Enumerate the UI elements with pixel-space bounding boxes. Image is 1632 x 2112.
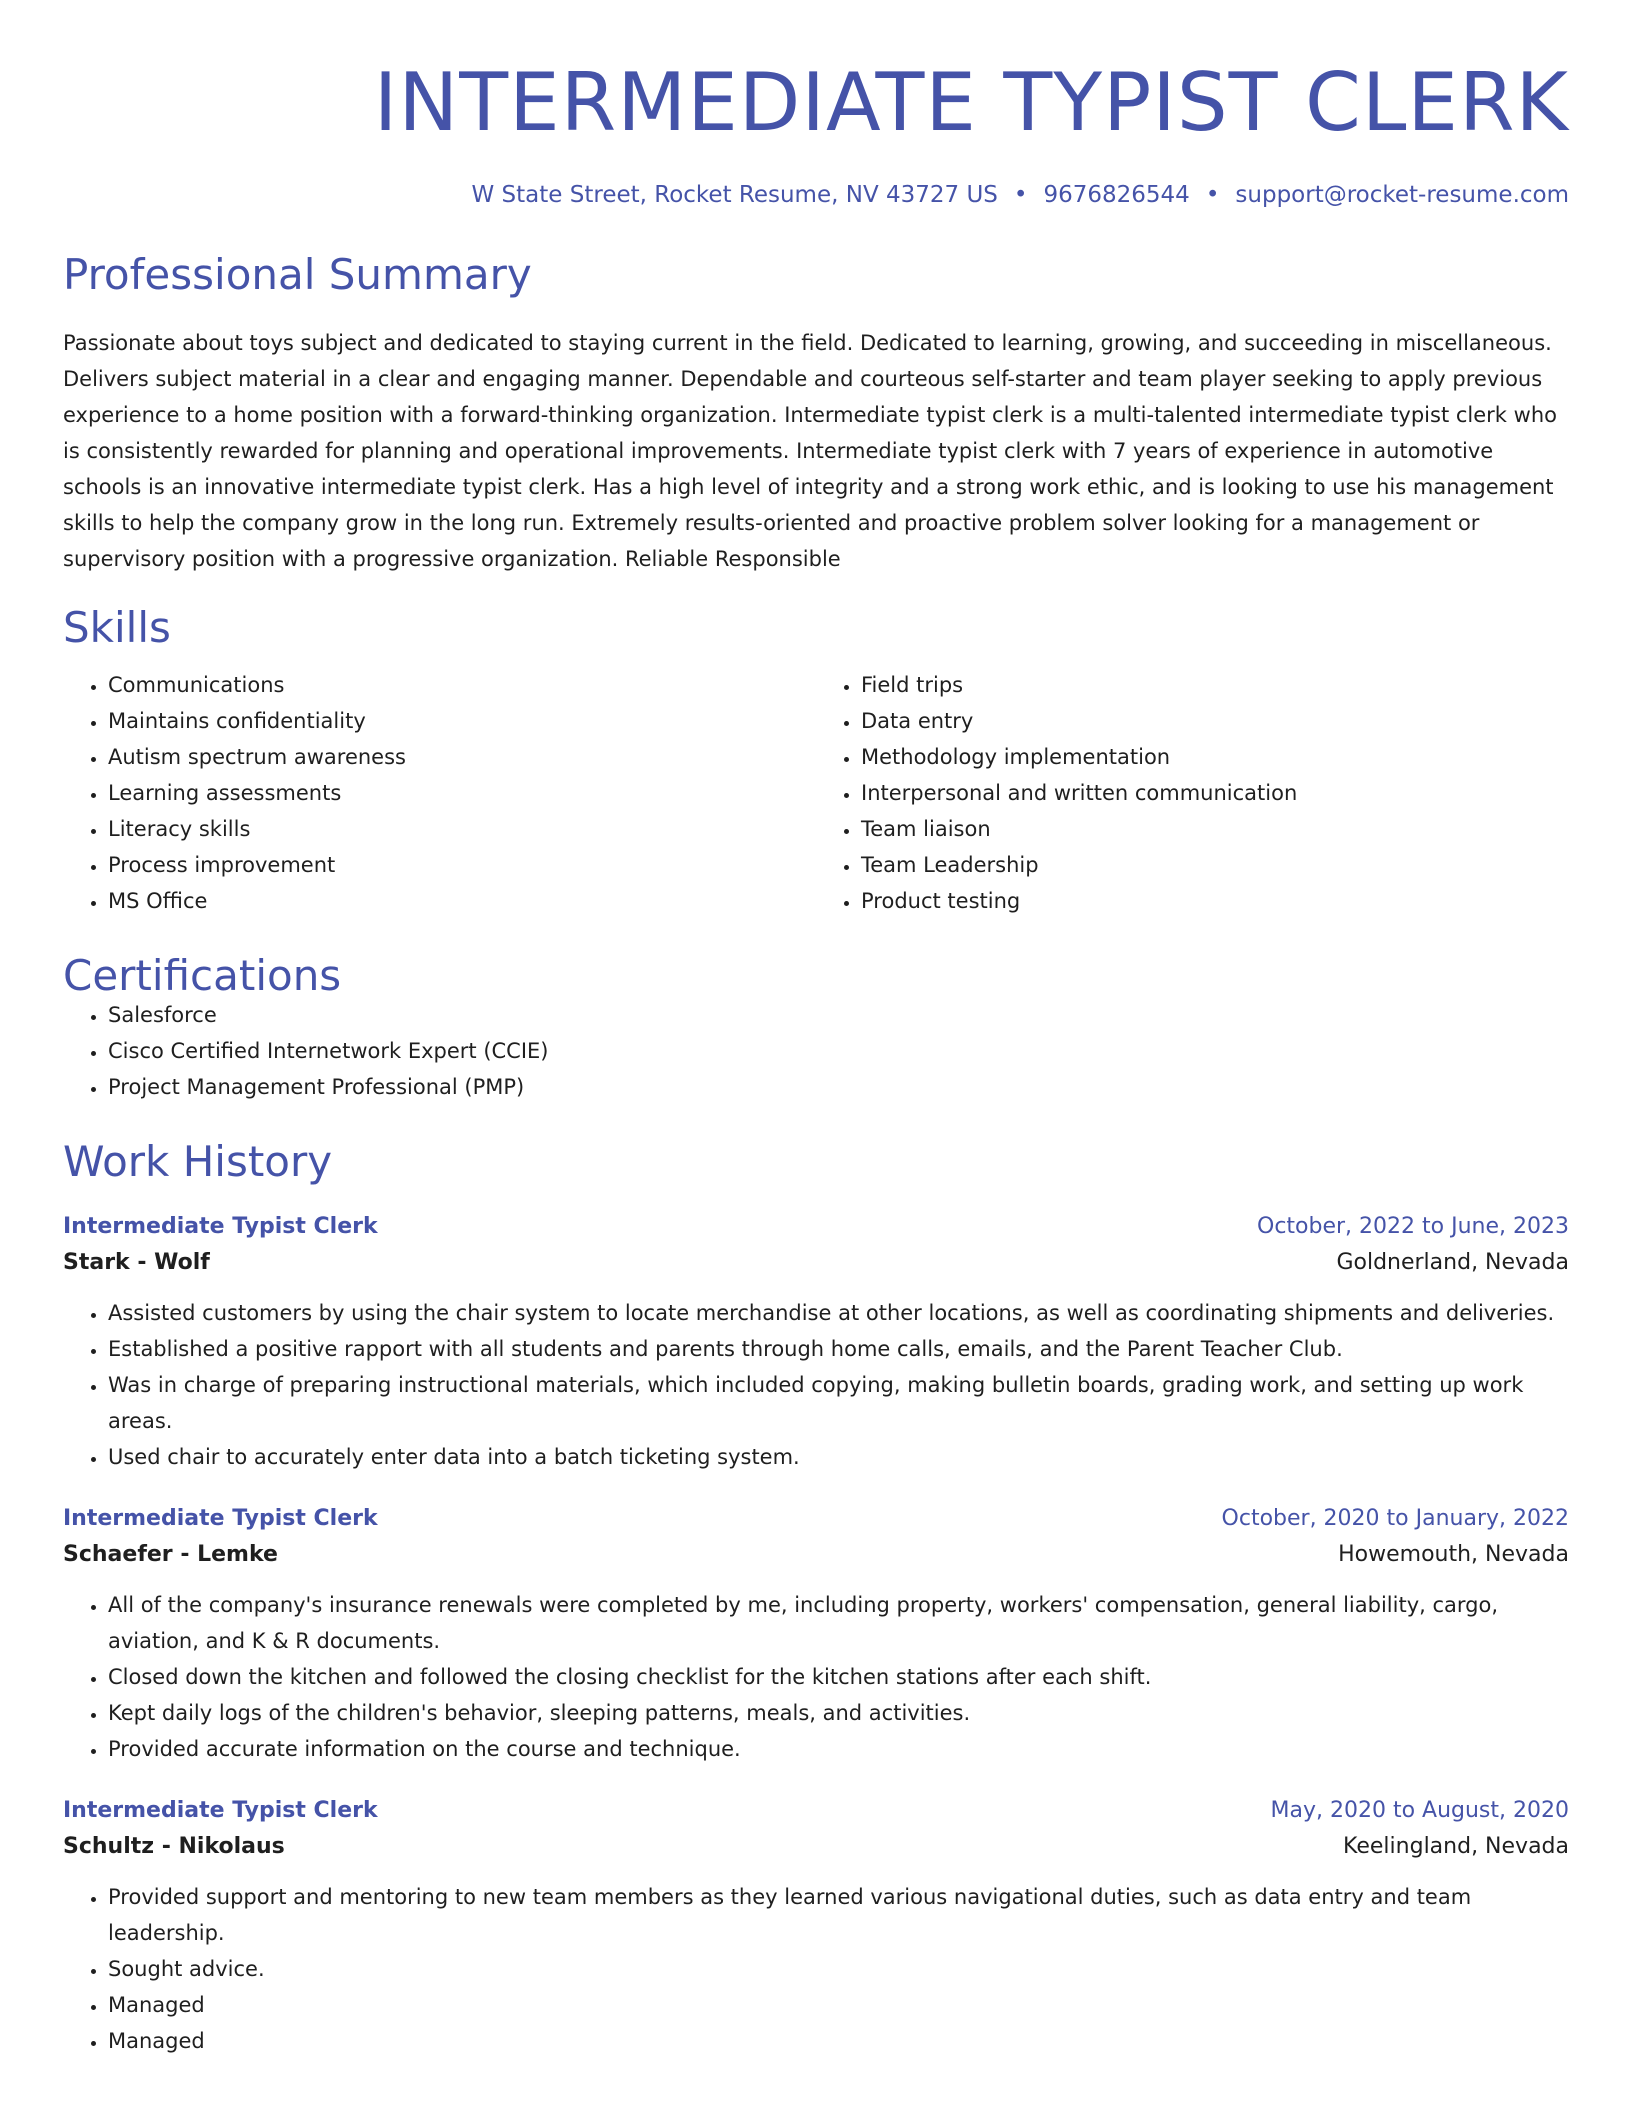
summary-text: Passionate about toys subject and dedicated to staying current in the field. Dedicated to learning, growing, and succeeding in miscellaneous. Delivers subject material in a clear and engaging manner. Dependable and courteous self-starter and team player seeking to apply previous experience to a home position with a forward-thinking organization. Intermediate typist clerk is a multi-talented intermediate typist clerk who is consistently rewarded for planning and operational improvements. Intermediate typist clerk with 7 years of experience in automotive schools is an innovative intermediate typist clerk. Has a high level of integrity and a strong work ethic, and is looking to use his management skills to help the company grow in the long run. Extremely results-oriented and proactive problem solver looking for a management or supervisory position with a progressive organization. Reliable Responsible	[63, 331, 1557, 571]
job-title: Intermediate Typist Clerk	[63, 1798, 378, 1823]
job-bullet: • Provided support and mentoring to new team members as they learned various navigational duties, such as data entry and team leadership.	[108, 1879, 1569, 1951]
job-bullet: • Was in charge of preparing instructional materials, which included copying, making bulletin boards, grading work, and setting up work areas.	[108, 1367, 1569, 1439]
certifications-list	[63, 997, 1569, 1105]
skill-item: • Product testing	[861, 883, 1569, 919]
certification-item: • Project Management Professional (PMP)	[108, 1069, 1569, 1105]
job-bullet: • Used chair to accurately enter data into a batch ticketing system.	[108, 1439, 1569, 1475]
job-bullet: • Closed down the kitchen and followed the closing checklist for the kitchen stations after each shift.	[108, 1659, 1569, 1695]
job-bullets	[63, 1295, 1569, 1475]
job-bullets	[63, 1879, 1569, 2059]
summary-heading: Professional Summary	[63, 250, 532, 299]
job-bullet: • Managed	[108, 1987, 1569, 2023]
job-dates: May, 2020 to August, 2020	[1270, 1798, 1569, 1823]
skill-item: • Field trips	[861, 667, 1569, 703]
job-location: Howemouth, Nevada	[1338, 1542, 1569, 1567]
skills-column-left	[63, 667, 816, 919]
contact-line	[63, 182, 1569, 208]
certifications-heading: Certifications	[63, 951, 342, 1000]
contact-separator: •	[1013, 182, 1028, 208]
skills-list	[63, 667, 1569, 919]
skill-item: • MS Office	[108, 883, 816, 919]
skill-item: • Communications	[108, 667, 816, 703]
skill-item: • Team Leadership	[861, 847, 1569, 883]
job-bullet: • Established a positive rapport with all students and parents through home calls, emails, and the Parent Teacher Club.	[108, 1331, 1569, 1367]
skill-item: • Methodology implementation	[861, 739, 1569, 775]
contact-phone: 9676826544	[1043, 182, 1190, 208]
skills-column-right	[816, 667, 1569, 919]
job-dates: October, 2020 to January, 2022	[1221, 1506, 1569, 1531]
job-entry	[63, 1503, 1569, 1767]
skill-item: • Data entry	[861, 703, 1569, 739]
job-bullet: • Assisted customers by using the chair system to locate merchandise at other locations, as well as coordinating shipments and deliveries.	[108, 1295, 1569, 1331]
skill-item: • Interpersonal and written communication	[861, 775, 1569, 811]
job-bullets	[63, 1587, 1569, 1767]
job-entry	[63, 1211, 1569, 1475]
resume-title: INTERMEDIATE TYPIST CLERK	[373, 56, 1569, 149]
skill-item: • Process improvement	[108, 847, 816, 883]
job-title: Intermediate Typist Clerk	[63, 1214, 378, 1239]
job-company: Stark - Wolf	[63, 1250, 210, 1275]
skill-item: • Learning assessments	[108, 775, 816, 811]
contact-email: support@rocket-resume.com	[1235, 182, 1569, 208]
contact-address: W State Street, Rocket Resume, NV 43727 US	[471, 182, 998, 208]
job-company: Schultz - Nikolaus	[63, 1834, 285, 1859]
job-bullet: • Managed	[108, 2023, 1569, 2059]
job-bullet: • Sought advice.	[108, 1951, 1569, 1987]
job-bullet: • All of the company's insurance renewals were completed by me, including property, workers' compensation, general liability, cargo, aviation, and K & R documents.	[108, 1587, 1569, 1659]
skills-heading: Skills	[63, 603, 171, 652]
job-title: Intermediate Typist Clerk	[63, 1506, 378, 1531]
skill-item: • Literacy skills	[108, 811, 816, 847]
certification-item: • Cisco Certified Internetwork Expert (CCIE)	[108, 1033, 1569, 1069]
certification-item: • Salesforce	[108, 997, 1569, 1033]
job-dates: October, 2022 to June, 2023	[1257, 1214, 1569, 1239]
skill-item: • Autism spectrum awareness	[108, 739, 816, 775]
skill-item: • Maintains confidentiality	[108, 703, 816, 739]
job-entry	[63, 1795, 1569, 2059]
job-location: Goldnerland, Nevada	[1336, 1250, 1569, 1275]
contact-separator: •	[1205, 182, 1220, 208]
job-location: Keelingland, Nevada	[1343, 1834, 1569, 1859]
job-bullet: • Kept daily logs of the children's behavior, sleeping patterns, meals, and activities.	[108, 1695, 1569, 1731]
skill-item: • Team liaison	[861, 811, 1569, 847]
job-bullet: • Provided accurate information on the course and technique.	[108, 1731, 1569, 1767]
job-company: Schaefer - Lemke	[63, 1542, 278, 1567]
work-history-heading: Work History	[63, 1137, 333, 1186]
